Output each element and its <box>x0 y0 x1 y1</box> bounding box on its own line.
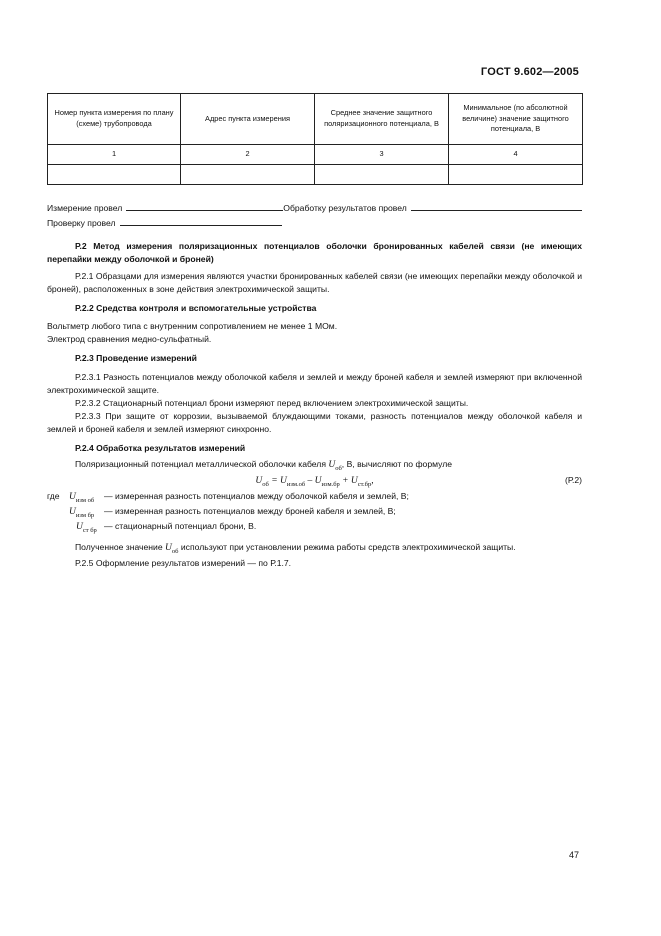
formula-number: (Р.2) <box>565 475 582 486</box>
section-title: Р.2 Метод измерения поляризационных потенциалов оболочки бронированных кабелей связи (не имеющих перепайки между оболочкой и броней) <box>47 241 582 264</box>
processed-label: Обработку результатов провел <box>283 203 407 213</box>
signature-block <box>47 201 582 231</box>
symbol: $U_{изм об}$ <box>69 492 95 504</box>
table-header-cell: Адрес пункта измерения <box>181 94 315 145</box>
table-header-cell: Номер пункта измерения по плану (схеме) трубопровода <box>48 94 181 145</box>
symbol: $U_{ст бр}$ <box>76 522 97 534</box>
paragraph: Р.2.3.3 При защите от коррозии, вызываемой блуждающими токами, разность потенциалов между оболочкой кабеля и землей и броней кабеля и землей измеряют синхронно. <box>47 410 582 434</box>
where-row: где $U_{изм об}$ — измеренная разность потенциалов между оболочкой кабеля и землей, В; <box>47 491 409 504</box>
symbol: $U_{об}$ <box>328 460 342 473</box>
paragraph: Электрод сравнения медно-сульфатный. <box>47 334 212 345</box>
measured-label: Измерение провел <box>47 203 123 213</box>
table-cell <box>449 165 583 185</box>
where-row: $U_{ст бр}$ — стационарный потенциал брони, В. <box>76 521 257 534</box>
signature-line <box>411 201 582 211</box>
page-number: 47 <box>568 850 579 860</box>
table-cell: 2 <box>181 145 315 165</box>
paragraph: Вольтметр любого типа с внутренним сопротивлением не менее 1 МОм. <box>47 321 338 332</box>
paragraph: Полученное значение $U_{об}$ используют при установлении режима работы средств электрохимической защиты. <box>75 542 516 555</box>
table-cell <box>181 165 315 185</box>
subsection-title: Р.2.4 Обработка результатов измерений <box>75 442 246 453</box>
subsection-title: Р.2.2 Средства контроля и вспомогательные устройства <box>75 302 317 313</box>
checked-label: Проверку провел <box>47 218 116 228</box>
symbol: $U_{об}$ <box>165 543 179 555</box>
signature-line <box>126 201 283 211</box>
symbol: $U_{изм бр}$ <box>69 507 95 519</box>
table-number-row <box>48 145 583 165</box>
document-body <box>47 240 582 570</box>
table-header-cell: Среднее значение защитного поляризационного потенциала, В <box>315 94 449 145</box>
table-header-row <box>48 94 583 145</box>
signature-line <box>120 216 282 226</box>
formula-row <box>47 474 582 490</box>
standard-header: ГОСТ 9.602—2005 <box>480 66 579 78</box>
signature-row <box>47 201 582 216</box>
paragraph: Поляризационный потенциал металлической оболочки кабеля $U_{об}$, В, вычисляют по формуле <box>75 459 453 473</box>
table-cell: 4 <box>449 145 583 165</box>
table-header-cell: Минимальное (по абсолютной величине) значение защитного потенциала, В <box>449 94 583 145</box>
table-cell: 1 <box>48 145 181 165</box>
table-row <box>48 165 583 185</box>
signature-row <box>47 216 582 231</box>
table-cell: 3 <box>315 145 449 165</box>
table-cell <box>315 165 449 185</box>
measurement-table <box>47 93 583 185</box>
paragraph: Р.2.1 Образцами для измерения являются участки бронированных кабелей связи (не имеющих перепайки между оболочкой и броней), расположенных в зоне действия электрохимической защиты. <box>47 270 582 294</box>
paragraph: Р.2.3.1 Разность потенциалов между оболочкой кабеля и землей и между броней кабеля и землей измеряют при включенной электрохимической защите. <box>47 372 582 396</box>
table-cell <box>48 165 181 185</box>
where-row: $U_{изм бр}$ — измеренная разность потенциалов между броней кабеля и землей, В; <box>69 506 396 519</box>
formula: $U_{об} = U_{изм.об} - U_{изм.бр} + U_{ст.бр}$, <box>255 476 374 488</box>
paragraph: Р.2.5 Оформление результатов измерений — по Р.1.7. <box>75 557 292 568</box>
paragraph: Р.2.3.2 Стационарный потенциал брони измеряют перед включением электрохимической защиты. <box>75 397 469 408</box>
subsection-title: Р.2.3 Проведение измерений <box>75 353 197 364</box>
